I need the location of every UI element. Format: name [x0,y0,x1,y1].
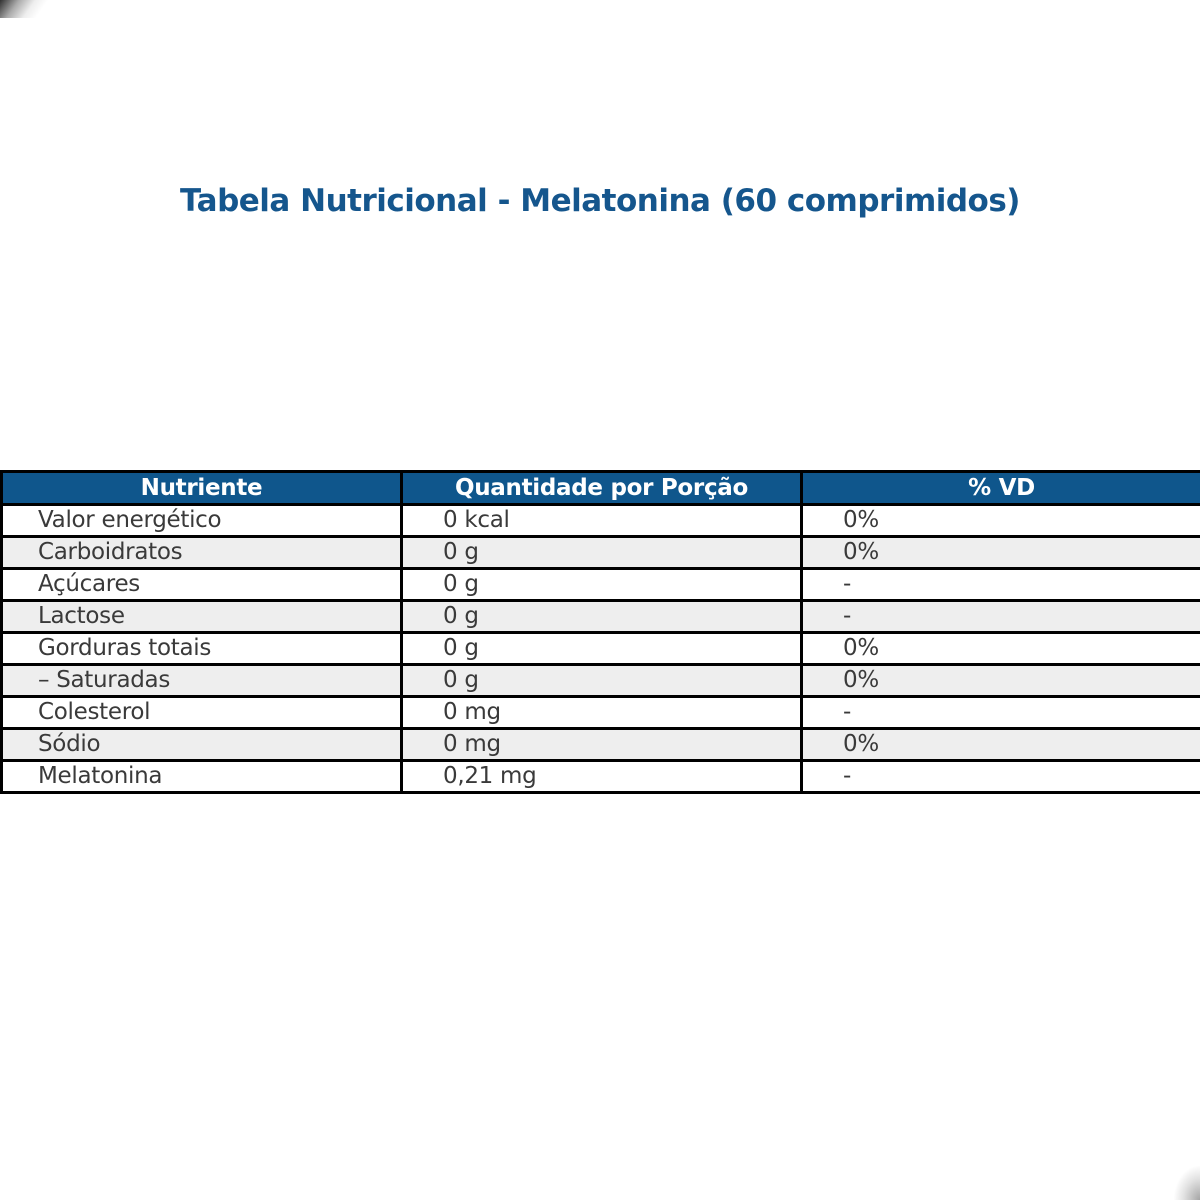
amount-cell: 0 mg [402,697,802,729]
table-row [2,665,1200,697]
nutrition-table [0,470,1200,794]
amount-cell: 0 g [402,601,802,633]
vd-cell: 0% [802,505,1200,537]
amount-cell: 0,21 mg [402,761,802,793]
vd-cell: 0% [802,537,1200,569]
amount-cell: 0 mg [402,729,802,761]
nutrient-cell: Valor energético [2,505,402,537]
page-title: Tabela Nutricional - Melatonina (60 comprimidos) [180,183,1020,219]
column-header-nutrient: Nutriente [2,472,402,505]
table-row [2,537,1200,569]
vd-cell: - [802,569,1200,601]
table-row [2,601,1200,633]
nutrient-cell: Colesterol [2,697,402,729]
amount-cell: 0 g [402,665,802,697]
table-row [2,761,1200,793]
amount-cell: 0 g [402,569,802,601]
nutrient-cell: Carboidratos [2,537,402,569]
vd-cell: - [802,601,1200,633]
table-row [2,633,1200,665]
amount-cell: 0 kcal [402,505,802,537]
vd-cell: - [802,697,1200,729]
table-row [2,505,1200,537]
corner-scan-shadow-top-left [0,0,52,18]
corner-scan-shadow-bottom-right [1174,1166,1200,1200]
nutrient-cell: – Saturadas [2,665,402,697]
nutrient-cell: Gorduras totais [2,633,402,665]
amount-cell: 0 g [402,537,802,569]
vd-cell: - [802,761,1200,793]
table-header-row [2,472,1200,505]
nutrient-cell: Melatonina [2,761,402,793]
nutrient-cell: Lactose [2,601,402,633]
table-row [2,729,1200,761]
column-header-amount-per-serving: Quantidade por Porção [402,472,802,505]
vd-cell: 0% [802,665,1200,697]
nutrient-cell: Sódio [2,729,402,761]
table-row [2,569,1200,601]
vd-cell: 0% [802,729,1200,761]
nutrient-cell: Açúcares [2,569,402,601]
table-row [2,697,1200,729]
table-body [2,505,1200,793]
vd-cell: 0% [802,633,1200,665]
amount-cell: 0 g [402,633,802,665]
column-header-daily-value-percent: % VD [802,472,1200,505]
table-header [2,472,1200,505]
